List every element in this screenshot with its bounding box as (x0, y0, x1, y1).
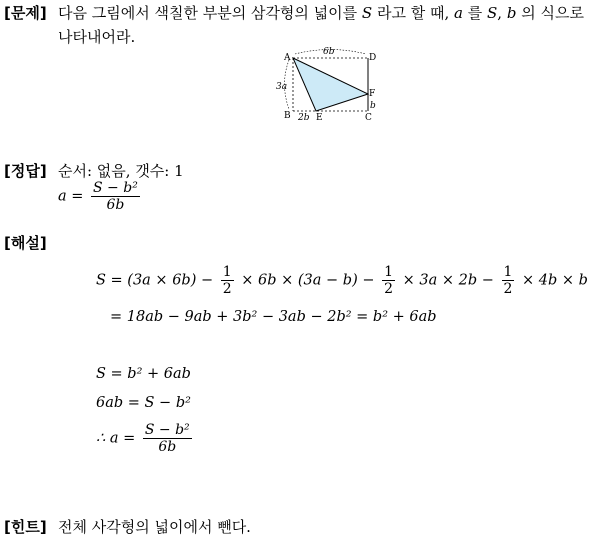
label-6b: 6b (323, 47, 335, 57)
label-F: F (369, 89, 376, 99)
label-b: b (370, 101, 376, 111)
answer-line-1: 순서: 없음, 갯수: 1 (58, 162, 184, 180)
solution-label: [해설] (4, 234, 47, 252)
label-3a: 3a (276, 82, 288, 92)
label-C: C (365, 113, 372, 123)
solution-eq-5: ∴ a = $\frac{\text{S − b²}}{6b}$ (96, 422, 190, 456)
answer-formula: a = $\frac{\text{S − b²}}{6b}$ (58, 180, 138, 214)
solution-eq-3: S = b² + 6ab (96, 366, 191, 382)
problem-label: [문제] (4, 4, 47, 22)
solution-eq-1: S = (3a × 6b) − $\frac{1}{2}$ × 6b × (3a − b) − $\frac{1}{2}$ × 3a × 2b − $\frac{1}{2}$ × 4b × b (96, 264, 588, 298)
label-B: B (284, 111, 291, 121)
label-A: A (284, 53, 291, 63)
problem-line-1: 다음 그림에서 색칠한 부분의 삼각형의 넓이를 S 라고 할 때, a 를 S, b 의 식으로 (58, 4, 584, 22)
shaded-triangle (293, 58, 368, 111)
geometry-figure (270, 46, 385, 124)
problem-line-2: 나타내어라. (58, 28, 136, 46)
hint-text: 전체 사각형의 넓이에서 뺀다. (58, 518, 251, 536)
solution-eq-2: = 18ab − 9ab + 3b² − 3ab − 2b² = b² + 6ab (110, 309, 437, 325)
label-E: E (316, 113, 323, 123)
label-D: D (369, 53, 377, 63)
solution-eq-4: 6ab = S − b² (96, 395, 191, 411)
label-2b: 2b (298, 113, 310, 123)
answer-label: [정답] (4, 162, 47, 180)
hint-label: [힌트] (4, 518, 47, 536)
